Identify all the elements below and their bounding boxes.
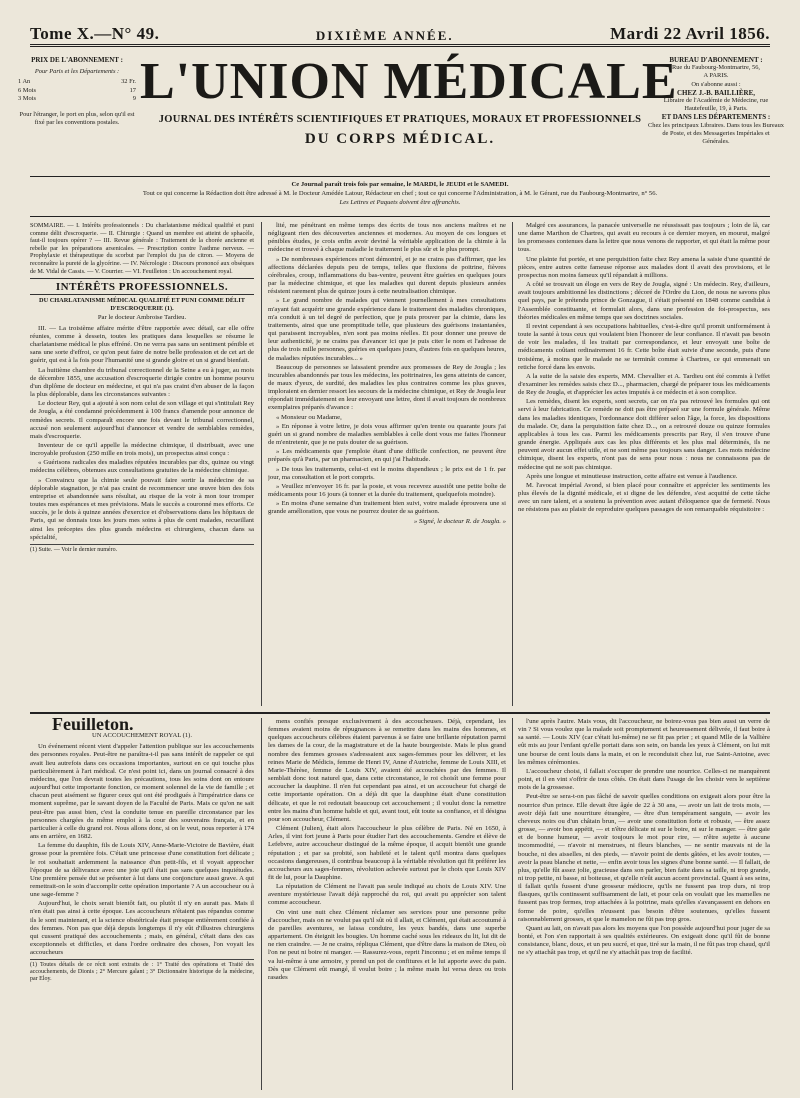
feuilleton-column-1 (30, 718, 254, 1090)
paragraph: « Guérisons radicales des maladies réputées incurables par dix, quinze ou vingt médecins célèbres, obtenues aux consultations gratuites de la médecine chimique. (30, 459, 254, 475)
journal-corps: DU CORPS MÉDICAL. (304, 131, 496, 147)
article-column-2 (268, 222, 506, 706)
subscription-box (18, 56, 136, 127)
price-table (18, 78, 136, 103)
paragraph: On vint une nuit chez Clément réclamer ses services pour une personne prête d'accoucher, mais on ne voulut pas qu'il sût où il allait, et Clément, qui était accoutumé à de pareilles aventures, se laissa conduire, les yeux bandés, dans une superbe appartement. On éteignit les bougies. Un homme caché sous les rideaux du lit, lui dit de ne rien craindre. — Je ne crains, répliqua Clément, que d'être dans la maison de Dieu, où l'on ne peut ni boire ni manger. — Rassurez-vous, reprit l'inconnu ; et en même temps il va lui-même à une armoire, y prend un pot de confitures et le lui apporte avec du pain. Dès que Clément eût mangé, il voulut boire ; la même main lui versa deux ou trois rasades (268, 908, 506, 981)
year-label: DIXIÈME ANNÉE. (315, 28, 454, 43)
subscription-note: Pour l'étranger, le port en plus, selon qu'il est fixé par les conventions postales. (19, 111, 135, 127)
top-bar (30, 24, 770, 47)
paragraph: Après une longue et minutieuse instruction, cette affaire est venue à l'audience. (526, 472, 738, 480)
divider (30, 176, 770, 177)
issue-number: Tome X.—N° 49. (30, 24, 160, 43)
paragraph: l'une après l'autre. Mais vous, dit l'accoucheur, ne boirez-vous pas bien aussi un verre de vin ? Si vous voulez que la malade soit promptement et heureusement délivrée, il faut boire à sa santé. — Louis XIV (car c'était lui-même) ne se fit pas prier ; et quand Mlle de la Vallière eût mis au jour l'enfant qu'elle portait dans son sein, on banda les yeux à Clément, on lui mit une bourse de cent louis dans la main, et on le reconduisit chez lui, rue Saint-Antoine, avec les mêmes cérémonies. (518, 718, 770, 766)
publication-address: Tout ce qui concerne la Rédaction doit être adressé à M. le Docteur Amédée Latour, Rédacteur en chef ; tout ce qui concerne l'Administration, à M. le Gérant, rue du Faubourg-Montmartre, n° 56. (142, 190, 658, 197)
paragraph: Les remèdes, disent les experts, sont secrets, car on n'a pas retrouvé les formules qui ont servi à leur fabrication. Ce remède ne doit pas être préparé sur une formule générale. Même dans les maladies identiques, l'ordonnance doit différer selon l'âge, la force, les dispositions du malade. Or, dans la perquisition faite chez D..., on a retrouvé douze ou quinze formules applicables à tous les cas. Parmi les médicaments prescrits par Rey, il s'en trouve d'une grande énergie. Appliqués aux cas les plus différents et les plus mal déterminés, ils ne peuvent avoir aucun effet utile, et ne sont même pas toujours sans danger. Les mots médecine chimique, disent les experts, n'ont pas de sens pour nous : nous ne connaissons pas de médecine qui ne soit pas chimique. (518, 398, 770, 471)
paragraph: M. l'avocat impérial Avond, si bien placé pour connaître et apprécier les sentiments les plus élevés de la dignité médicale, et si digne de les défendre, s'est acquitté de cette tâche avec un rare talent, et a soutenu la prévention avec autant d'éloquence que de fermeté. Nous ne résistons pas au plaisir de reproduire quelques passages de son remarquable réquisitoire : (518, 481, 770, 514)
subscription-heading: PRIX DE L'ABONNEMENT : (31, 56, 123, 64)
bureau-line: Libraire de l'Académie de Médecine, rue Hautefeuille, 19, à Paris. (663, 97, 769, 113)
bureau-line: Chez les principaux Libraires. Dans tous les Bureaux de Poste, et des Messageries Impériales et Générales. (648, 121, 784, 146)
bureau-line: On s'abonne aussi : (691, 80, 741, 88)
feuilleton-title: UN ACCOUCHEMENT ROYAL (1). (91, 732, 192, 740)
publication-letters: Les Lettres et Paquets doivent être affranchis. (339, 199, 461, 206)
feuilleton-divider (30, 712, 770, 714)
paragraph: A la suite de la saisie des experts, MM. Chevallier et A. Tardieu ont été commis à l'effet d'examiner les remèdes saisis chez D..., pharmacien, chargé de préparer tous les médicaments de Rey de Jougla, et d'apprécier les actes imputés à ce médecin et à son complice. (518, 372, 770, 397)
paragraph: » Le grand nombre de malades qui viennent journellement à mes consultations m'ayant fait acquérir une grande expérience dans le traitement des maladies chroniques, m'a conduit à un tel degré de perfection, que je puis prouver par la chimie, dans les traitements, ainsi que une promptitude telle, que plusieurs des guérisons instantanées, qui paraissent incroyables, n'en sont pas moins réelles. Et pour donner une preuve de leur authenticité, je ne crains pas d'avancer ici que je puis citer le nom et l'adresse de plus de trois mille personnes, guéries en quelques jours, d'autres fois en quelques heures, de maladies réputées incurables... » (268, 297, 506, 362)
column-rule (512, 718, 513, 1090)
journal-subtitle: JOURNAL DES INTÉRÊTS SCIENTIFIQUES ET PRATIQUES, MORAUX ET PROFESSIONNELS (158, 114, 642, 125)
paragraph: La huitième chambre du tribunal correctionnel de la Seine a eu à juger, au mois de décembre 1855, une accusation d'escroquerie dirigée contre un homme pourvu d'un diplôme de docteur en médecine, et qui n'a pas craint d'en abuser de la façon la plus déplorable, dans les circonstances suivantes : (30, 366, 254, 399)
bureau-address: Rue du Faubourg-Montmartre, 56, (671, 64, 761, 72)
signature: » Signé, le docteur R. de Jougla. » (413, 518, 506, 526)
feuilleton-footnote: (1) Toutes détails de ce récit sont extraits de : 1° Traité des opérations et Traité des accouchements, de Dionis ; 2° Mercure galant ; 3° Dictionnaire historique de la médecine, par Eloy. (30, 959, 254, 983)
bureau-box (648, 56, 784, 146)
bureau-heading: BUREAU D'ABONNEMENT : (669, 56, 763, 64)
price-row: 3 Mois 9 (18, 94, 136, 102)
publication-notice (30, 180, 770, 207)
paragraph: La réputation de Clément ne l'avait pas seule indiqué au choix de Louis XIV. Une aventure mystérieuse l'avait déjà rapproché du roi, qui avait pu apprécier son talent comme accoucheur. (268, 883, 506, 907)
paragraph: Il revint cependant à ses occupations habituelles, c'est-à-dire qu'il promit uniformément à toute la santé à tous ceux qui voulaient bien l'honorer de leur confiance. Il n'avait pas besoin de voir les malades, il les traitait par correspondance, et leur envoyait une boîte de médicaments coûtant ordinairement 16 fr. Cette boîte était suivie d'une seconde, puis d'une troisième, à moins que le malade ne se terminât comme à Chartres, ce qui emmenait un retiche forcé dans les envois. (518, 322, 770, 371)
paragraph: Peut-être se sera-t-on pas fâché de savoir quelles conditions on exigeait alors pour être la nourrice d'un prince. Elle devait être âgée de 22 à 30 ans, — avoir un lait de trois mois, — avoir déjà fait une nourriture étrangère, — être d'un tempérament sanguin, — avoir les cheveux noirs ou d'un châtain brun, — avoir une constitution forte et robuste, — être assez grosse, — avoir bon appétit, — et n'être délicate ni sur le boire, ni sur le manger. — être gaie et de bonne humeur, — avoir toujours le mot pour rire, — n'être sujette à aucune incommodité, — n'avoir ni menstrues, ni fleurs blanches, — ne sentir mauvais ni de la bouche, ni des aisselles, ni des pieds, — n'avoir point de dents gâtées, et les avoir toutes, — avoir la peau blanche et nette, — enfin avoir tous les signes d'une bonne santé. — Il fallait, de plus, qu'elle fût assez jolie, gracieuse dans son parler, bien faite dans sa taille, ni trop grande, ni trop petite, ni basse, ni boiteuse, et qu'elle n'eût aucun accent provincial. Quant à ses seins, il fallait qu'ils fussent d'une grosseur médiocre, qu'ils ne fussent pas trop durs, ni trop flasques, qu'ils continssent suffisamment de lait, et pour cela on voulait que les mamelles ne fussent pas trop fermes, trop attachées à la poitrine, mais qu'elles s'avançassent en dehors en forme de poire, qu'elles n'eussent pas besoin d'être soutenues, qu'elles fussent raisonnablement grosses, et que le mamelon ne fût pas trop gros. (518, 793, 770, 923)
column-rule (261, 718, 262, 1090)
article-footnote: (1) Suite. — Voir le dernier numéro. (30, 544, 254, 554)
paragraph: Clément (Julien), était alors l'accoucheur le plus célèbre de Paris. Né en 1650, à Arles, il vint fort jeune à Paris pour étudier l'art des accouchements. Gendre et élève de Lefebvre, autre accoucheur distingué de la même époque, il acquit bientôt une grande réputation ; et par sa probité, son habileté et le talent qu'il montra dans quelques occasions dangereuses, il contribua beaucoup à la véritable révolution qui fit préférer les accoucheurs aux sages-femmes, révolution achevée surtout par le choix que Louis XIV fit de lui, pour la Dauphine. (268, 825, 506, 881)
paragraph: Le docteur Rey, qui a ajouté à son nom celui de son village et qui s'intitulait Rey de Jougla, a été condamné précédemment à 100 francs d'amende pour annonce de remèdes secrets. Il comparaît encore une fois devant le tribunal correctionnel, accusé non seulement aujourd'hui d'annoncer et vendre de semblables remèdes, mais d'escroquerie. (30, 400, 254, 440)
paragraph: » En moins d'une semaine d'un traitement bien suivi, votre malade éprouvera une si grande amélioration, que vous ne pourrez douter de sa guérison. (268, 500, 506, 516)
bureau-line: ET DANS LES DÉPARTEMENTS : (661, 113, 771, 122)
paragraph: lité, me pénétrant en même temps des écrits de tous nos anciens maîtres et ne négligeant rien des découvertes anciennes et modernes. Au moyen de ces longues et pénibles études, je crois enfin avoir deviné la véritable application de la chimie à la médecine et trouvé à chaque maladie le traitement le plus sûr et le plus prompt. (268, 222, 506, 254)
section-heading: INTÉRÊTS PROFESSIONNELS. (30, 283, 254, 295)
price-row: 1 An 32 Fr. (18, 78, 136, 86)
paragraph: A côté se trouvait un éloge en vers de Rey de Jougla, signé : Un médecin. Rey, d'ailleurs, avait toujours ambitionné les distinctions ; décoré de l'Ordre du Lion, de nous ne savons plus quel pays, par le prétendu prince de Gonzague, il s'était présenté en 1848 comme candidat à l'Assemblée constituante, et formulait alors, dans une profession de foi-prospectus, ses théories médicales en même temps que ses doctrines sociales. (518, 281, 770, 321)
divider (30, 216, 770, 217)
subscription-region: Pour Paris et les Départements : (34, 68, 120, 76)
paragraph: » Convaincu que la chimie seule pouvait faire sortir la médecine de sa déplorable stagnation, je n'ai pas craint de recommencer une œuvre bien des fois entreprise et abandonnée sans résultat, au risque de la voir à mon tour tromper toutes mes espérances et mes prévisions. Mais le succès a couronné mes efforts. Ce succès, je le dois à quinze années d'exercice et d'observations dans les hôpitaux de Paris, qui se donnais tous les jours mes soins à plus de cent malades, recueillant ainsi les préceptes des plus grands médecins et chirurgiens, chacun dans sa spécialité, (30, 476, 254, 541)
journal-title: L'UNION MÉDICALE (140, 53, 678, 110)
paragraph: Un événement récent vient d'appeler l'attention publique sur les accouchements des personnes royales. Peut-être ne paraîtra-t-il pas sans intérêt de rappeler ce qui avait lieu autrefois dans ces occasions importantes, surtout en ce qui touche plus particulièrement à l'art médical. Ce n'est point ici, dans un journal consacré à des médecins, que l'on devrait toutes les précautions, tous les soins dont on entoure aujourd'hui cette importante fonction, ce moment solennel de la vie de famille ; et chacun peut aisément se figurer ceux qui ont été prodigués à l'impératrice dans ce moment suprême, par le savant doyen de la Faculté de Paris. Mais ce qu'on ne sait peut-être pas aussi bien, c'est la conduite tenue en pareille circonstance par les personnes chargées du même emploi à la cour des souverains français, et en particulier à celle du grand roi. Nous allons donc, si on le veut, nous reporter à 174 ans en arrière, en 1682. (30, 743, 254, 841)
paragraph: La femme du dauphin, fils de Louis XIV, Anne-Marie-Victoire de Bavière, était grosse pour la première fois. C'était une princesse d'une constitution fort délicate ; le roi souhaitait ardemment la naissance d'un petit-fils, et il voyait approcher l'époque de sa délivrance avec une joie qu'il était pas sans quelques inquiétudes. Une première pensée dut se présenter à lui dans une conjoncture aussi grave. A qui remettrait-on le soin d'accomplir cette opération importante ? A un accoucheur ou à une sage-femme ? (30, 842, 254, 899)
paragraph: » En réponse à votre lettre, je dois vous affirmer qu'en trente ou quarante jours j'ai guéri un si grand nombre de maladies semblables à celle dont vous me faites l'honneur de m'entretenir, que je ne puis douter de sa guérison. (268, 422, 506, 447)
paragraph: » De nombreuses expériences m'ont démontré, et je ne crains pas d'affirmer, que les affections déclarées depuis peu de temps, telles que fluxions de poitrine, fièvres cérébrales, croup, inflammations du bas-ventre, peuvent être guéries en quelques jours par la médecine chimique, et que les maladies qui durent depuis plusieurs années résistent rarement plus de quinze jours à cette neutralisation chimique. (268, 255, 506, 296)
paragraph: Inventeur de ce qu'il appelle la médecine chimique, il distribuait, avec une incroyable profusion (250 mille en trois mois), un prospectus ainsi conçu : (30, 441, 254, 458)
bureau-city: A PARIS. (703, 72, 729, 80)
paragraph: » De tous les traitements, celui-ci est le moins dispendieux ; le prix est de 1 fr. par jour, ma consultation et le port compris. (268, 465, 506, 481)
article-title: DU CHARLATANISME MÉDICAL QUALIFIÉ ET PUNI COMME DÉLIT D'ESCROQUERIE (1). (39, 297, 245, 313)
paragraph: Aujourd'hui, le choix serait bientôt fait, ou plutôt il n'y en aurait pas. Mais il n'en était pas ainsi à cette époque. Les accoucheurs n'étaient pas répandus comme ils le sont maintenant, et la science obstétricale était presque entièrement confiée à des femmes. Non pas que déjà depuis longtemps il n'y eût d'illustres chirurgiens qui cussent pratiqué des accouchements ; mais, en général, c'était dans des cas exceptionnels et difficiles, et dans l'ordre ordinaire des choses, l'on voyait les accoucheurs (30, 900, 254, 957)
paragraph: Beaucoup de personnes se laissaient prendre aux promesses de Rey de Jougla ; les incurables abandonnés par tous les médecins, les poitrinaires, les gens atteints de cancer, de maux d'yeux, de surdité, des maladies les plus contraires comme les plus graves, imploraient en dernier ressort les secours de la médecine chimique, et Rey de Jougla leur répondait immédiatement en leur envoyant une lettre, dont il avait toujours de nombreux exemplaires préparés d'avance : (268, 363, 506, 412)
feuilleton-column-3 (518, 718, 770, 1090)
article-column-1 (30, 222, 254, 706)
sommaire: SOMMAIRE. — I. Intérêts professionnels : Du charlatanisme médical qualifié et puni comme délit d'escroquerie. — II. Chirurgie : Quand un membre est atteint de sphacèle, faut-il toujours opérer ? — III. Revue générale : Traitement de la chorée ancienne et rebelle par les préparations arsenicales. — Prescription contre l'asthme nerveux. — Prophylaxie et thérapeutique du scorbut par l'emploi du jus de citron. — Moyens de reconnaître la pureté de la glycérine. — IV. Nécrologie : Discours prononcé aux obsèques de M. Vidal de Cassis. — V. Courrier. — VI. Feuilleton : Un accouchement royal. (30, 222, 254, 279)
paragraph: III. — La troisième affaire mérite d'être rapportée avec détail, car elle offre réunies, comme à dessein, toutes les pratiques dans lesquelles se résume le charlatanisme médical le plus effréné. On ne verra pas sans un sentiment pénible et sans une sorte d'effroi, ce qu'on peut faire de notre belle profession et de cet art de guérir, qui est à la fois pour l'humanité une si grande gloire et un si grand bienfait. (30, 324, 254, 365)
column-rule (512, 222, 513, 706)
article-column-3 (518, 222, 770, 706)
paragraph: » Veuillez m'envoyer 16 fr. par la poste, et vous recevrez aussitôt une petite boîte de médicaments pour 16 jours (à tonner et la durée du traitement, quelquefois moindre). (268, 482, 506, 498)
paragraph: Malgré ces assurances, la panacée universelle ne réussissait pas toujours ; loin de là, car une dame Marthon de Chartres, qui avait eu recours à ce dernier moyen, en mourut, malgré les promesses contenues dans la lettre que nous venons de rapporter, et qui était la même pour tous. (518, 222, 770, 254)
feuilleton-column-2 (268, 718, 506, 1090)
paragraph: « Monsieur ou Madame, (276, 413, 342, 421)
paragraph: mens confiés presque exclusivement à des accoucheuses. Déjà, cependant, les femmes avaient moins de répugnances à se remettre dans les mains des hommes, et quelques accoucheurs célèbres étaient parvenus à se faire une brillante réputation parmi les dames de la cour, de la magistrature et de la haute bourgeoisie. Mais le plus grand nombre des femmes grosses s'adressaient aux sages-femmes pour les délivrer, et les reines Marie de Médicis, femme de Henri IV, Anne d'Autriche, femme de Louis XIII, et Marie-Thérèse, femme de Louis XIV, avaient été accouchées par des femmes. Il semblait donc tout naturel que, dans cette circonstance, le roi choisît une femme pour accoucher la dauphine. Il n'en fut cependant pas ainsi, et un accoucheur fut chargé de cette importante opération. On a déjà dit que la dauphine était d'une constitution délicate, et que le roi redoutait beaucoup cet accouchement ; il voulut donc la remettre entre les mains d'un homme habile et qui, avant tout, eût toute sa confiance, et il désigna pour son accoucheur, Clément. (268, 718, 506, 823)
issue-date: Mardi 22 Avril 1856. (610, 24, 770, 43)
paragraph: Quant au lait, on n'avait pas alors les moyens que l'on possède aujourd'hui pour juger de sa bonté, et l'on s'en rapportait à ses qualités extérieures. On exigeait donc qu'il fût de bonne consistance, blanc, doux, et un peu sucré, et que, tiré sur la main, il ne fût pas trop chaud, qu'il ne s'y attachât pas trop, et qu'il ne s'y attachât pas trop de facilité. (518, 924, 770, 957)
publication-schedule: Ce Journal paraît trois fois par semaine, le MARDI, le JEUDI et le SAMEDI. (291, 181, 509, 188)
article-byline: Par le docteur Ambroise Tardieu. (97, 313, 187, 321)
paragraph: » Les médicaments que j'emploie étant d'une difficile confection, ne peuvent être préparés qu'à Paris, par un pharmacien, en qui j'ai l'habitude. (268, 448, 506, 464)
paragraph: L'accoucheur choisi, il fallait s'occuper de prendre une nourrice. Celles-ci ne manquèrent point, et il en vint s'offrir de tous côtés. On était dans l'usage de les choisir vers le septième mois de la grossesse. (518, 767, 770, 792)
bureau-line: CHEZ J.-B. BAILLIÈRE, (677, 88, 755, 97)
feuilleton-heading: Feuilleton. (52, 718, 134, 734)
masthead (140, 52, 678, 148)
price-row: 6 Mois 17 (18, 86, 136, 94)
column-rule (261, 222, 262, 706)
paragraph: Une plainte fut portée, et une perquisition faite chez Rey amena la saisie d'une quantité de pièces, entre autres cette fameuse réponse aux malades dont il avait des provisions, et le prospectus non moins fameux qu'il répandait à millions. (518, 255, 770, 279)
